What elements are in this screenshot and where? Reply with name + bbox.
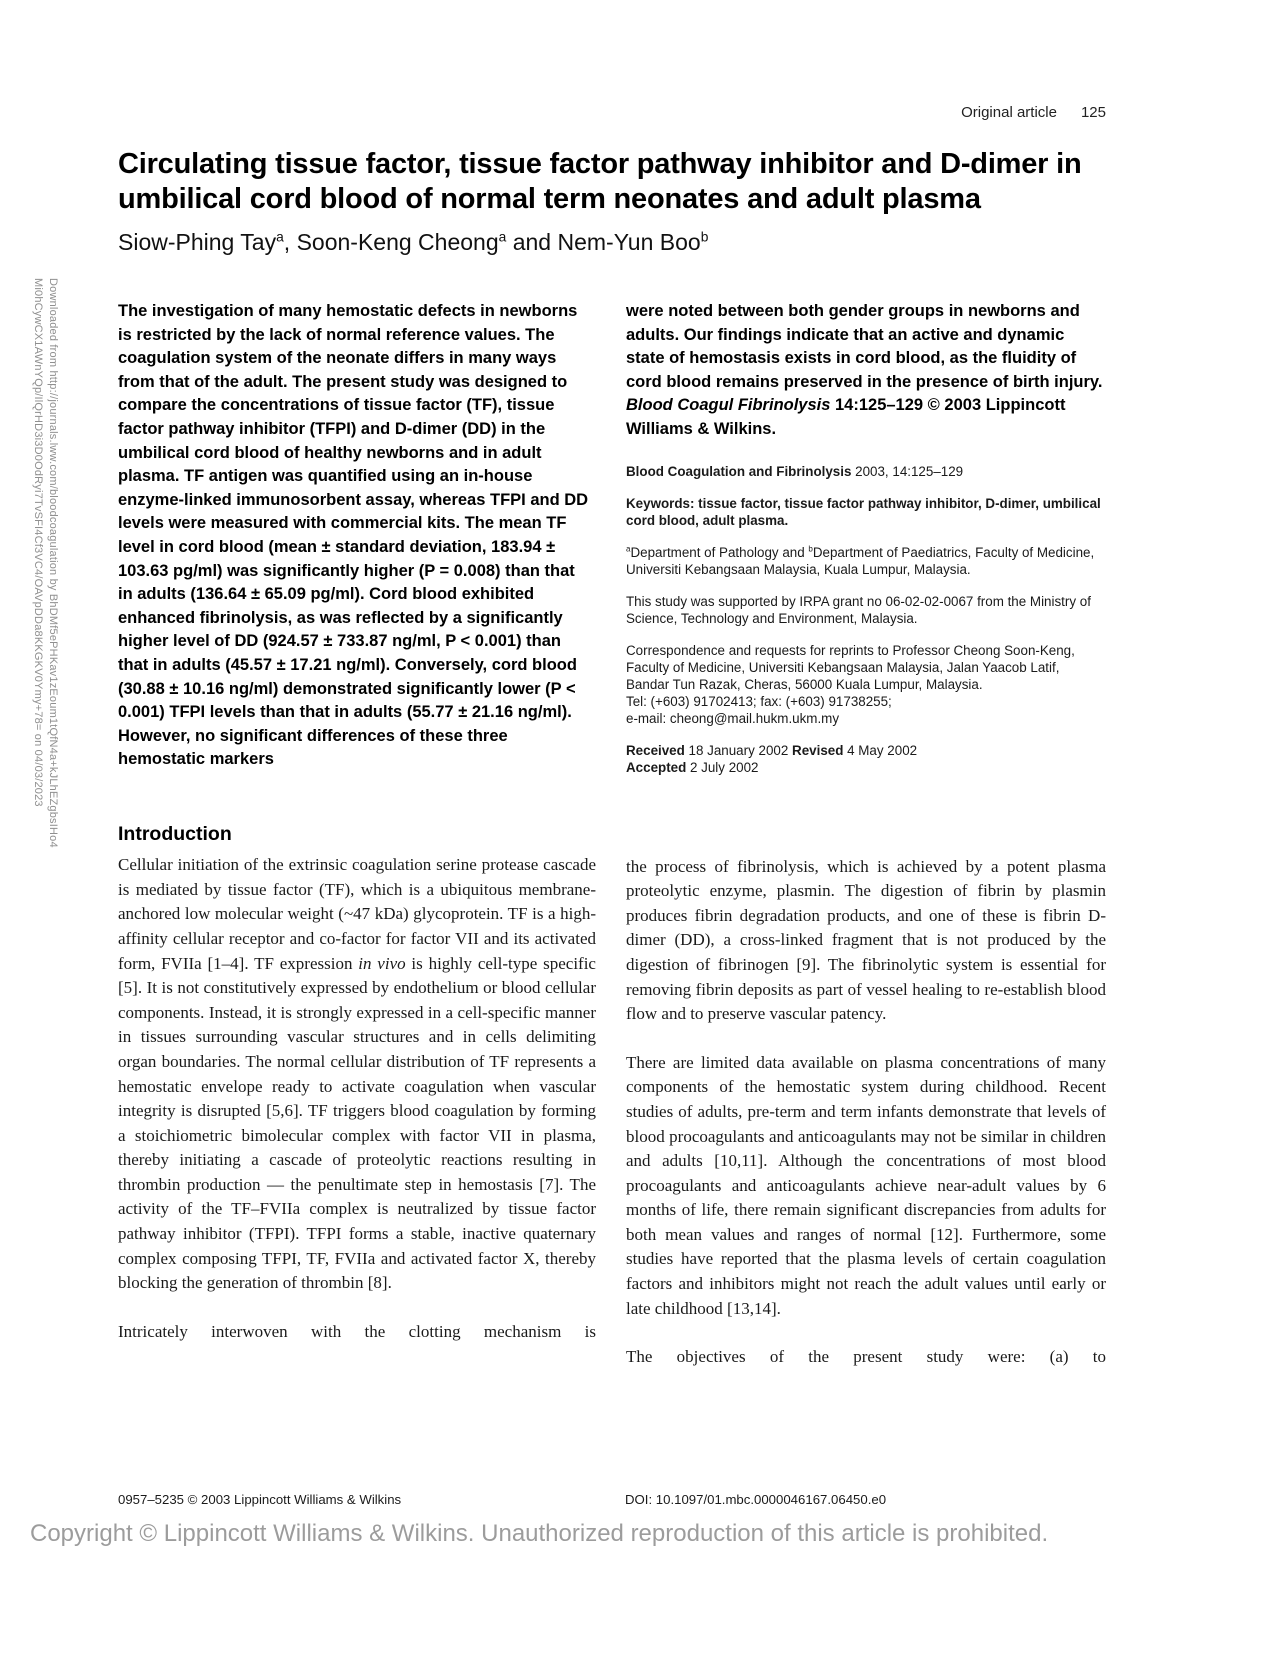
intro-paragraph-1 <box>118 853 596 1296</box>
author-affiliation-mark: a <box>498 229 507 245</box>
intro-paragraph-2: Intricately interwoven with the clotting mechanism is <box>118 1321 596 1341</box>
body-column-right <box>626 822 1106 1394</box>
history-dates <box>626 742 1106 776</box>
intro-p1-text-a: Cellular initiation of the extrinsic coagulation serine protease cascade is mediated by tissue factor (TF), which is a ubiquitous membrane-anchored low molecular weight (~47 kDa) glycoprotein. TF is a high-affinity cellular receptor and co-factor for factor VII and its activated form, FVIIa [1–4]. TF expression <box>118 855 596 973</box>
email-line: e-mail: cheong@mail.hukm.ukm.my <box>626 710 840 726</box>
author-name: Siow-Phing Tay <box>118 229 277 255</box>
page-number: 125 <box>1080 104 1106 121</box>
journal-issue-pages: 2003, 14:125–129 <box>851 463 964 479</box>
abstract-section <box>118 300 1106 776</box>
introduction-heading: Introduction <box>118 822 232 845</box>
copyright-notice: Copyright © Lippincott Williams & Wilkins. Unauthorized reproduction of this article is prohibited. <box>30 1520 1049 1547</box>
watermark-line-2: Mi0hCywCX1AWnYQp/IlQrHD3i3D0OdRyi7TvSFI4Cf3VC4/OAVpDDa8KKGKV0Ymy+78= on 04/03/2023 <box>32 278 44 807</box>
doi-line: DOI: 10.1097/01.mbc.0000046167.06450.e0 <box>625 1492 887 1507</box>
author-name: Nem-Yun Boo <box>557 229 701 255</box>
author-separator: , <box>283 229 297 255</box>
watermark-line-1: Downloaded from http://journals.lww.com/bloodcoagulation by BhDMf5ePHKav1zEoum1tQfN4a+kJLhEZgbsIHo4 <box>47 278 59 848</box>
received-revised-line <box>626 742 1106 759</box>
article-type-label: Original article <box>961 104 1057 121</box>
abstract-conclusion <box>626 300 1106 442</box>
abstract-column-right <box>626 300 1106 776</box>
article-metadata <box>626 463 1106 776</box>
accepted-label: Accepted <box>626 759 687 775</box>
introduction-section <box>118 822 1106 1394</box>
abstract-column-left: The investigation of many hemostatic defects in newborns is restricted by the lack of normal reference values. The coagulation system of the neonate differs in many ways from that of the adult. The present study was designed to compare the concentrations of tissue factor (TF), tissue factor pathway inhibitor (TFPI) and D-dimer (DD) in the umbilical cord blood of healthy newborns and in adult plasma. TF antigen was quantified using an in-house enzyme-linked immunosorbent assay, whereas TFPI and DD levels were measured with commercial kits. The mean TF level in cord blood (mean ± standard deviation, 183.94 ± 103.63 pg/ml) was significantly higher (P = 0.008) than that in adults (136.64 ± 65.09 pg/ml). Cord blood exhibited enhanced fibrinolysis, as was reflected by a significantly higher level of DD (924.57 ± 733.87 ng/ml, P < 0.001) than that in adults (45.57 ± 17.21 ng/ml). Conversely, cord blood (30.88 ± 10.16 ng/ml) demonstrated significantly lower (P < 0.001) TFPI levels than that in adults (55.77 ± 21.16 ng/ml). However, no significant differences of these three hemostatic markers <box>118 302 589 769</box>
author-separator: and <box>506 229 558 255</box>
author-name: Soon-Keng Cheong <box>296 229 499 255</box>
author-affiliation-mark: b <box>700 229 709 245</box>
affiliation-mark-b: b <box>808 544 813 554</box>
revised-label: Revised <box>792 742 844 758</box>
journal-name: Blood Coagulation and Fibrinolysis <box>626 463 852 479</box>
abstract-conclusion-text: were noted between both gender groups in newborns and adults. Our findings indicate that an active and dynamic state of hemostasis exists in cord blood, as the fluidity of cord blood remains preserved in the presence of birth injury. <box>626 302 1103 391</box>
accepted-date: 2 July 2002 <box>686 759 759 775</box>
page-content <box>118 0 1106 1394</box>
download-watermark <box>30 278 60 848</box>
funding-note: This study was supported by IRPA grant no 06-02-02-0067 from the Ministry of Science, Technology and Environment, Malaysia. <box>626 593 1091 626</box>
journal-citation-line <box>626 463 1106 480</box>
keywords-line: Keywords: tissue factor, tissue factor pathway inhibitor, D-dimer, umbilical cord blood, adult plasma. <box>626 495 1101 528</box>
intro-paragraph-5: The objectives of the present study were: (a) to <box>626 1347 1106 1367</box>
accepted-line <box>626 759 1106 776</box>
affiliation-mark-a: a <box>626 544 631 554</box>
received-label: Received <box>626 742 685 758</box>
page-footer <box>118 1492 1106 1507</box>
affiliation-dept-b: Department of Paediatrics, Faculty of Medicine, Universiti Kebangsaan Malaysia, Kuala Lumpur, Malaysia. <box>626 544 1095 577</box>
author-affiliation-mark: a <box>276 229 284 245</box>
revised-date: 4 May 2002 <box>843 742 918 758</box>
issn-copyright-line: 0957–5235 © 2003 Lippincott Williams & Wilkins <box>118 1492 402 1507</box>
affiliation-dept-a: Department of Pathology and <box>630 544 809 560</box>
body-column-left <box>118 822 596 1394</box>
citation-journal-name: Blood Coagul Fibrinolysis <box>626 396 831 415</box>
correspondence-address: Correspondence and requests for reprints to Professor Cheong Soon-Keng, Faculty of Medicine, Universiti Kebangsaan Malaysia, Jalan Yaacob Latif, Bandar Tun Razak, Cheras, 56000 Kuala Lumpur, Malaysia. <box>626 642 1075 692</box>
intro-p1-italic: in vivo <box>358 953 406 973</box>
citation-volume-pages: 14:125–129 © 2003 Lippincott Williams & Wilkins. <box>626 396 1066 438</box>
affiliations-line <box>626 544 1106 578</box>
intro-paragraph-3: the process of fibrinolysis, which is achieved by a potent plasma proteolytic enzyme, plasmin. The digestion of fibrin by plasmin produces fibrin degradation products, and one of these is fibrin D-dimer (DD), a cross-linked fragment that is not produced by the digestion of fibrinogen [9]. The fibrinolytic system is essential for removing fibrin deposits as part of vessel healing to re-establish blood flow and to preserve vascular patency. <box>626 856 1106 1024</box>
article-title: Circulating tissue factor, tissue factor pathway inhibitor and D-dimer in umbilical cord blood of normal term neonates and adult plasma <box>118 148 1082 215</box>
intro-p1-text-b: is highly cell-type specific [5]. It is not constitutively expressed by endothelium or blood cellular components. Instead, it is strongly expressed in a cell-specific manner in tissues surrounding vascular structures and in cells delimiting organ boundaries. The normal cellular distribution of TF represents a hemostatic envelope ready to activate coagulation when vascular integrity is disrupted [5,6]. TF triggers blood coagulation by forming a stoichiometric bimolecular complex with factor VII in plasma, thereby initiating a cascade of proteolytic reactions resulting in thrombin production — the penultimate step in hemostasis [7]. The activity of the TF–FVIIa complex is neutralized by tissue factor pathway inhibitor (TFPI). TFPI forms a stable, inactive quaternary complex composing TFPI, TF, FVIIa and activated factor X, thereby blocking the generation of thrombin [8]. <box>118 953 596 1293</box>
correspondence-note <box>626 642 1106 727</box>
intro-paragraph-4: There are limited data available on plasma concentrations of many components of the hemostatic system during childhood. Recent studies of adults, pre-term and term infants demonstrate that levels of blood procoagulants and anticoagulants may not be similar in children and adults [10,11]. Although the concentrations of most blood procoagulants and anticoagulants achieve near-adult values by 6 months of life, there remain significant discrepancies from adults for both mean values and ranges of normal [12]. Furthermore, some studies have reported that the plasma levels of certain coagulation factors and inhibitors might not reach the adult values until early or late childhood [13,14]. <box>626 1052 1106 1318</box>
author-list <box>118 229 1106 256</box>
received-date: 18 January 2002 <box>684 742 793 758</box>
tel-fax-line: Tel: (+603) 91702413; fax: (+603) 91738255; <box>626 693 892 709</box>
running-head <box>118 104 1106 121</box>
